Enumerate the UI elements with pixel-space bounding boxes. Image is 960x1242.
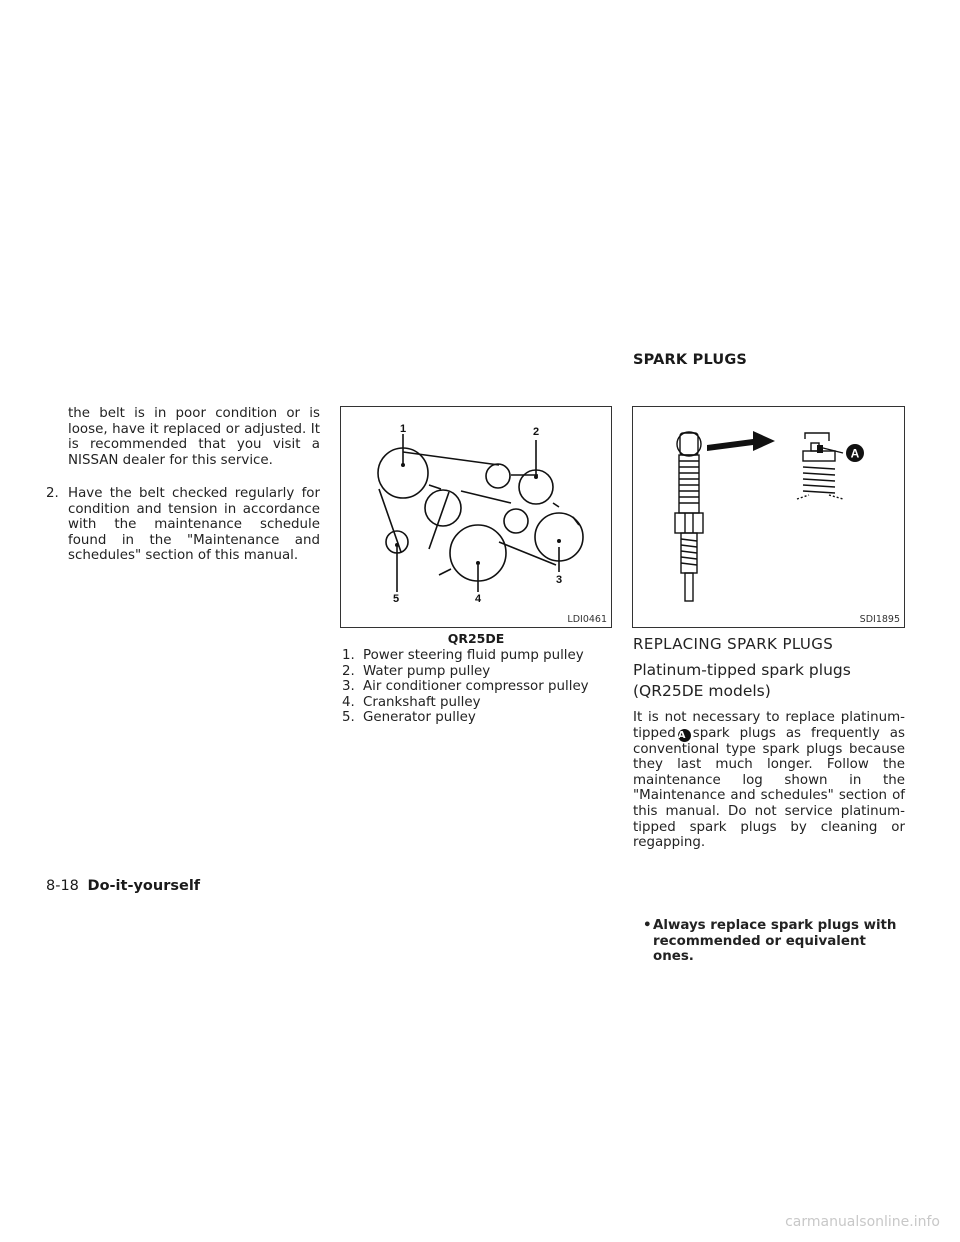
spark-plug-figure: [632, 406, 905, 628]
callout-2: 2: [533, 426, 540, 438]
callout-4: 4: [475, 593, 482, 605]
section-title: SPARK PLUGS: [633, 352, 748, 368]
watermark: carmanualsonline.info: [785, 1214, 940, 1230]
callout-5: 5: [393, 593, 400, 605]
bullet-item: [643, 918, 905, 965]
page-footer: [46, 878, 200, 894]
chapter-name: Do-it-yourself: [87, 878, 201, 894]
subheading-platinum: Platinum-tipped spark plugs (QR25DE models): [633, 661, 851, 700]
bullet-text: Always replace spark plugs with recommended or equivalent ones.: [653, 917, 897, 965]
page-number: 8-18: [46, 878, 79, 894]
platinum-paragraph: It is not necessary to replace platinum-tipped A spark plugs as frequently as conventional type spark plugs because they last much longer. Follow the maintenance log shown in the "Maintenance and schedules" section of this manual. Do not service platinum-tipped spark plugs by cleaning or regapping.: [633, 710, 905, 851]
callout-a: A: [850, 446, 860, 461]
pulley-list: [342, 648, 612, 726]
bullet-icon: •: [643, 917, 652, 933]
list-item: 1. Power steering fluid pump pulley: [342, 648, 584, 663]
spark-plug-diagram: [633, 407, 904, 627]
belt-routing-figure: [340, 406, 612, 628]
figure-caption: QR25DE: [447, 631, 505, 646]
item-text: Have the belt checked regularly for condition and tension in accordance with the maintenance schedule found in the "Maintenance and schedules" section of this manual.: [68, 486, 320, 564]
list-item: 4. Crankshaft pulley: [342, 694, 481, 710]
item-number: 2.: [46, 486, 59, 501]
idler-pulley-right: [504, 509, 528, 533]
callout-1: 1: [400, 423, 407, 435]
marker-a-icon: A: [678, 729, 691, 742]
list-item: 2. Water pump pulley: [342, 663, 491, 679]
figure-code: SDI1895: [859, 614, 900, 625]
heading-replacing: REPLACING SPARK PLUGS: [633, 635, 834, 653]
idler-pulley-top: [486, 464, 510, 488]
belt-paragraph: the belt is in poor condition or is loose, have it replaced or adjusted. It is recommended that you visit a NISSAN dealer for this service.: [68, 406, 320, 468]
list-item: 5. Generator pulley: [342, 710, 476, 726]
belt-check-item: [46, 486, 320, 564]
figure-code: LDI0461: [567, 614, 607, 625]
list-item: 3. Air conditioner compressor pulley: [342, 679, 589, 695]
belt-routing-diagram: [341, 407, 611, 627]
callout-3: 3: [556, 574, 563, 586]
